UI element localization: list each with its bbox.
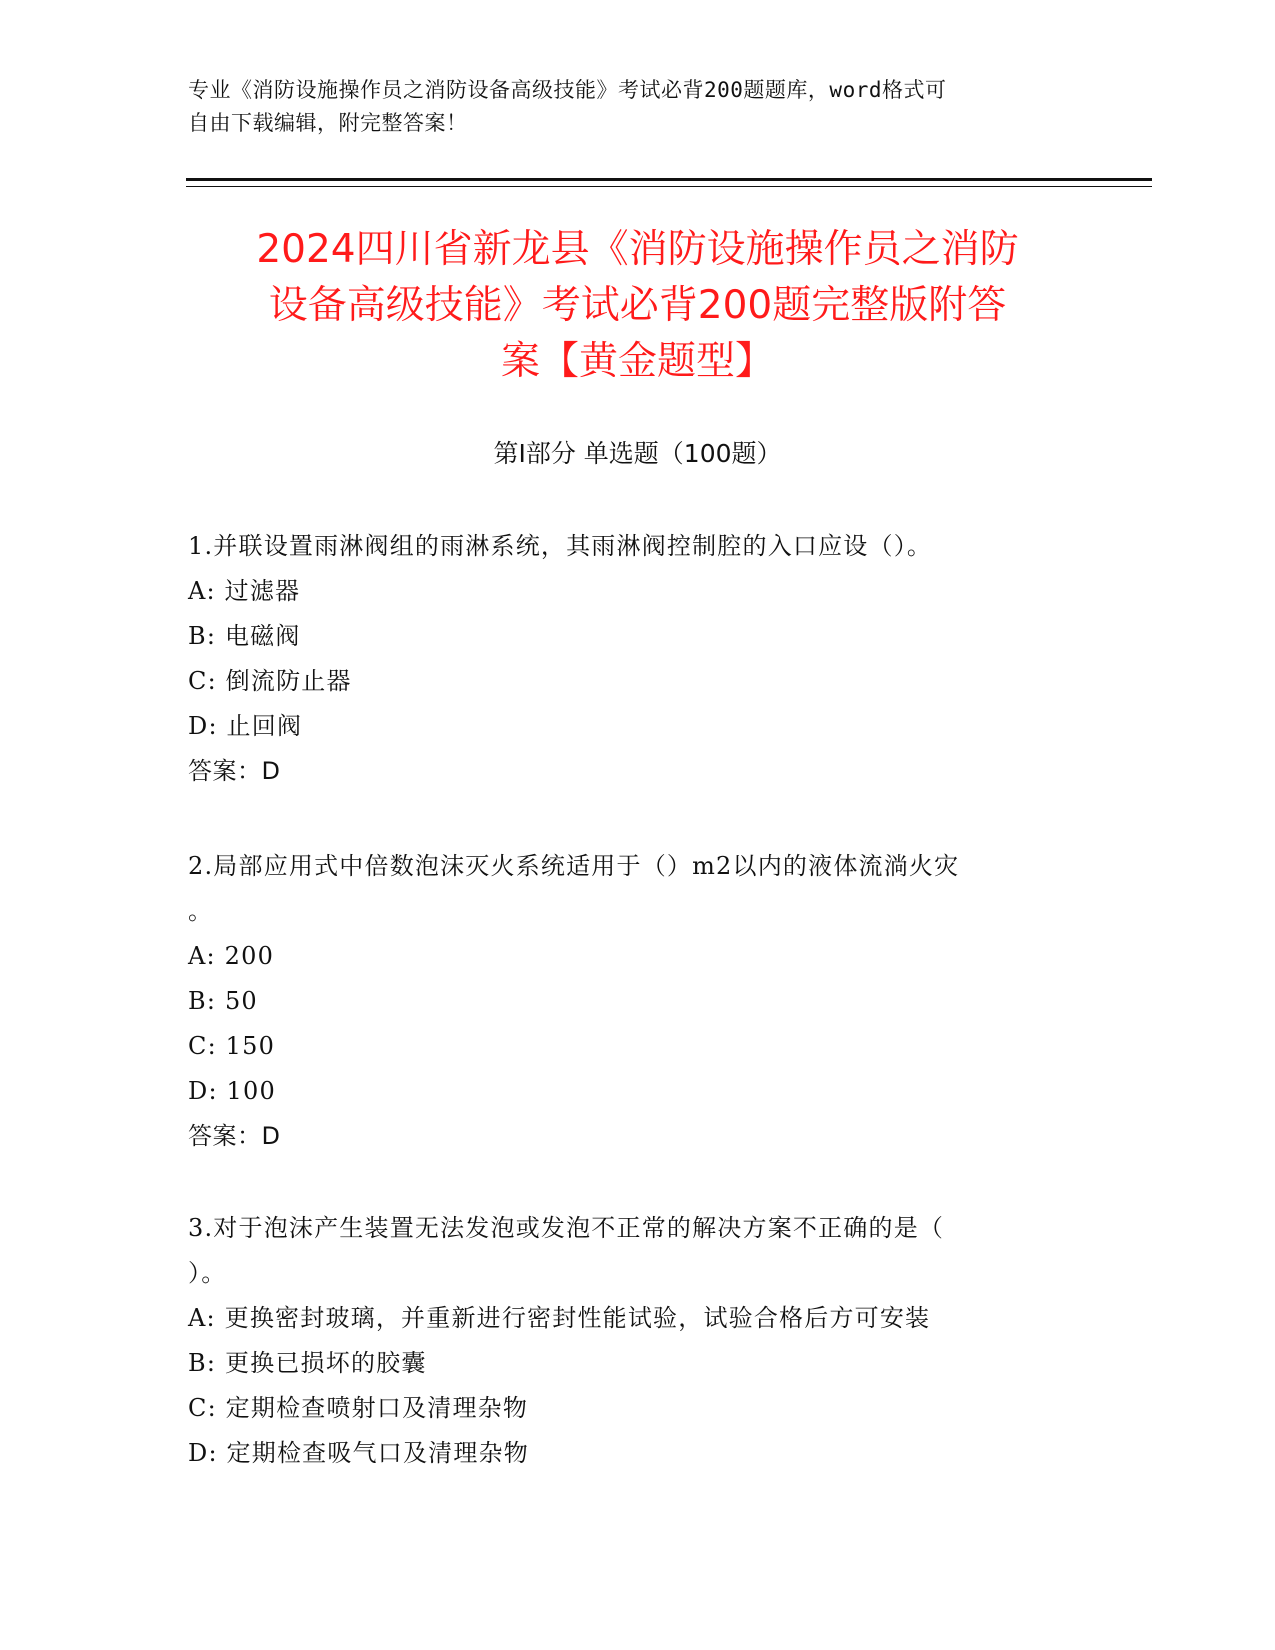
question-answer: 答案：D [188,1122,281,1150]
question-stem-continued: 。 [188,897,214,925]
question-option: A: 过滤器 [188,577,301,605]
question-3 [188,1206,1068,1476]
intro-line: 自由下载编辑，附完整答案！ [188,111,468,135]
question-option: D: 100 [188,1077,276,1105]
question-stem: 2.局部应用式中倍数泡沫灭火系统适用于（）m2以内的液体流淌火灾 [188,852,960,880]
question-option: A: 200 [188,942,275,970]
question-option: B: 电磁阀 [188,622,301,650]
question-option: C: 150 [188,1032,276,1060]
question-stem: 3.对于泡沫产生装置无法发泡或发泡不正常的解决方案不正确的是（ [188,1214,945,1242]
title-line: 案【黄金题型】 [500,339,774,384]
document-title [150,222,1125,390]
question-option: B: 50 [188,987,258,1015]
question-option: C: 倒流防止器 [188,667,352,695]
question-stem: 1.并联设置雨淋阀组的雨淋系统，其雨淋阀控制腔的入口应设（）。 [188,532,933,560]
question-option: C: 定期检查喷射口及清理杂物 [188,1394,529,1422]
question-1 [188,524,1068,794]
header-divider-thin [186,186,1152,187]
title-line: 设备高级技能》考试必背200题完整版附答 [268,283,1007,328]
intro-paragraph [188,74,1068,140]
question-option: D: 止回阀 [188,712,303,740]
question-option: B: 更换已损坏的胶囊 [188,1349,427,1377]
intro-line: 专业《消防设施操作员之消防设备高级技能》考试必背200题题库，word格式可 [188,78,947,102]
question-option: D: 定期检查吸气口及清理杂物 [188,1439,529,1467]
header-divider-thick [186,178,1152,181]
question-2 [188,844,1068,1159]
title-line: 2024四川省新龙县《消防设施操作员之消防 [256,227,1019,272]
question-option: A: 更换密封玻璃，并重新进行密封性能试验，试验合格后方可安装 [188,1304,931,1332]
question-stem-continued: ）。 [188,1259,227,1287]
question-answer: 答案：D [188,757,281,785]
section-heading: 第I部分 单选题（100题） [493,439,782,468]
